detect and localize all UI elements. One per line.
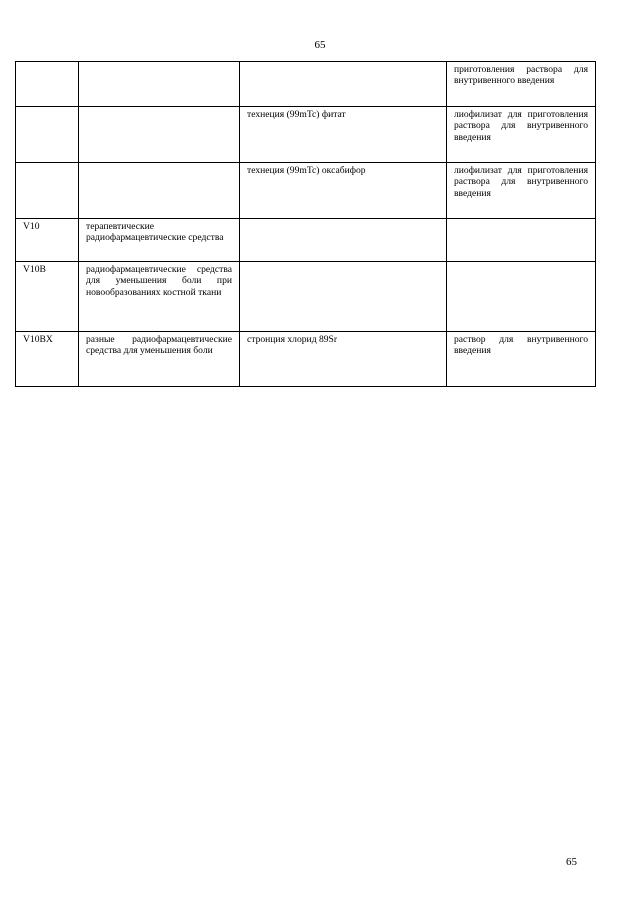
dosage-form-cell (447, 262, 596, 332)
drug-name-cell (240, 62, 447, 107)
dosage-form-cell: лиофилизат для приготовления раствора для внутривенного введения (447, 163, 596, 219)
drug-name-cell: технеция (99mTc) оксабифор (240, 163, 447, 219)
table-row (16, 62, 596, 107)
table-row (16, 163, 596, 219)
drug-name-cell (240, 219, 447, 262)
table-row (16, 107, 596, 163)
table-row (16, 332, 596, 387)
table-row (16, 219, 596, 262)
group-name-cell (79, 62, 240, 107)
dosage-form-cell: лиофилизат для приготовления раствора для внутривенного введения (447, 107, 596, 163)
page-number-bottom: 65 (566, 856, 577, 868)
atc-code-cell (16, 163, 79, 219)
atc-code-cell: V10 (16, 219, 79, 262)
group-name-cell: терапевтические радиофармацевтические средства (79, 219, 240, 262)
dosage-form-cell: раствор для внутривенного введения (447, 332, 596, 387)
atc-code-cell (16, 62, 79, 107)
group-name-cell: радиофармацевтические средства для уменьшения боли при новообразованиях костной ткани (79, 262, 240, 332)
dosage-form-cell (447, 219, 596, 262)
group-name-cell: разные радиофармацевтические средства для уменьшения боли (79, 332, 240, 387)
atc-code-cell (16, 107, 79, 163)
drug-name-cell: технеция (99mTc) фитат (240, 107, 447, 163)
atc-code-cell: V10BX (16, 332, 79, 387)
drug-name-cell (240, 262, 447, 332)
page-number-top: 65 (314, 39, 326, 51)
dosage-form-cell: приготовления раствора для внутривенного введения (447, 62, 596, 107)
drug-name-cell: стронция хлорид 89Sr (240, 332, 447, 387)
atc-code-cell: V10B (16, 262, 79, 332)
group-name-cell (79, 163, 240, 219)
group-name-cell (79, 107, 240, 163)
drug-classification-table (15, 61, 596, 387)
table-row (16, 262, 596, 332)
